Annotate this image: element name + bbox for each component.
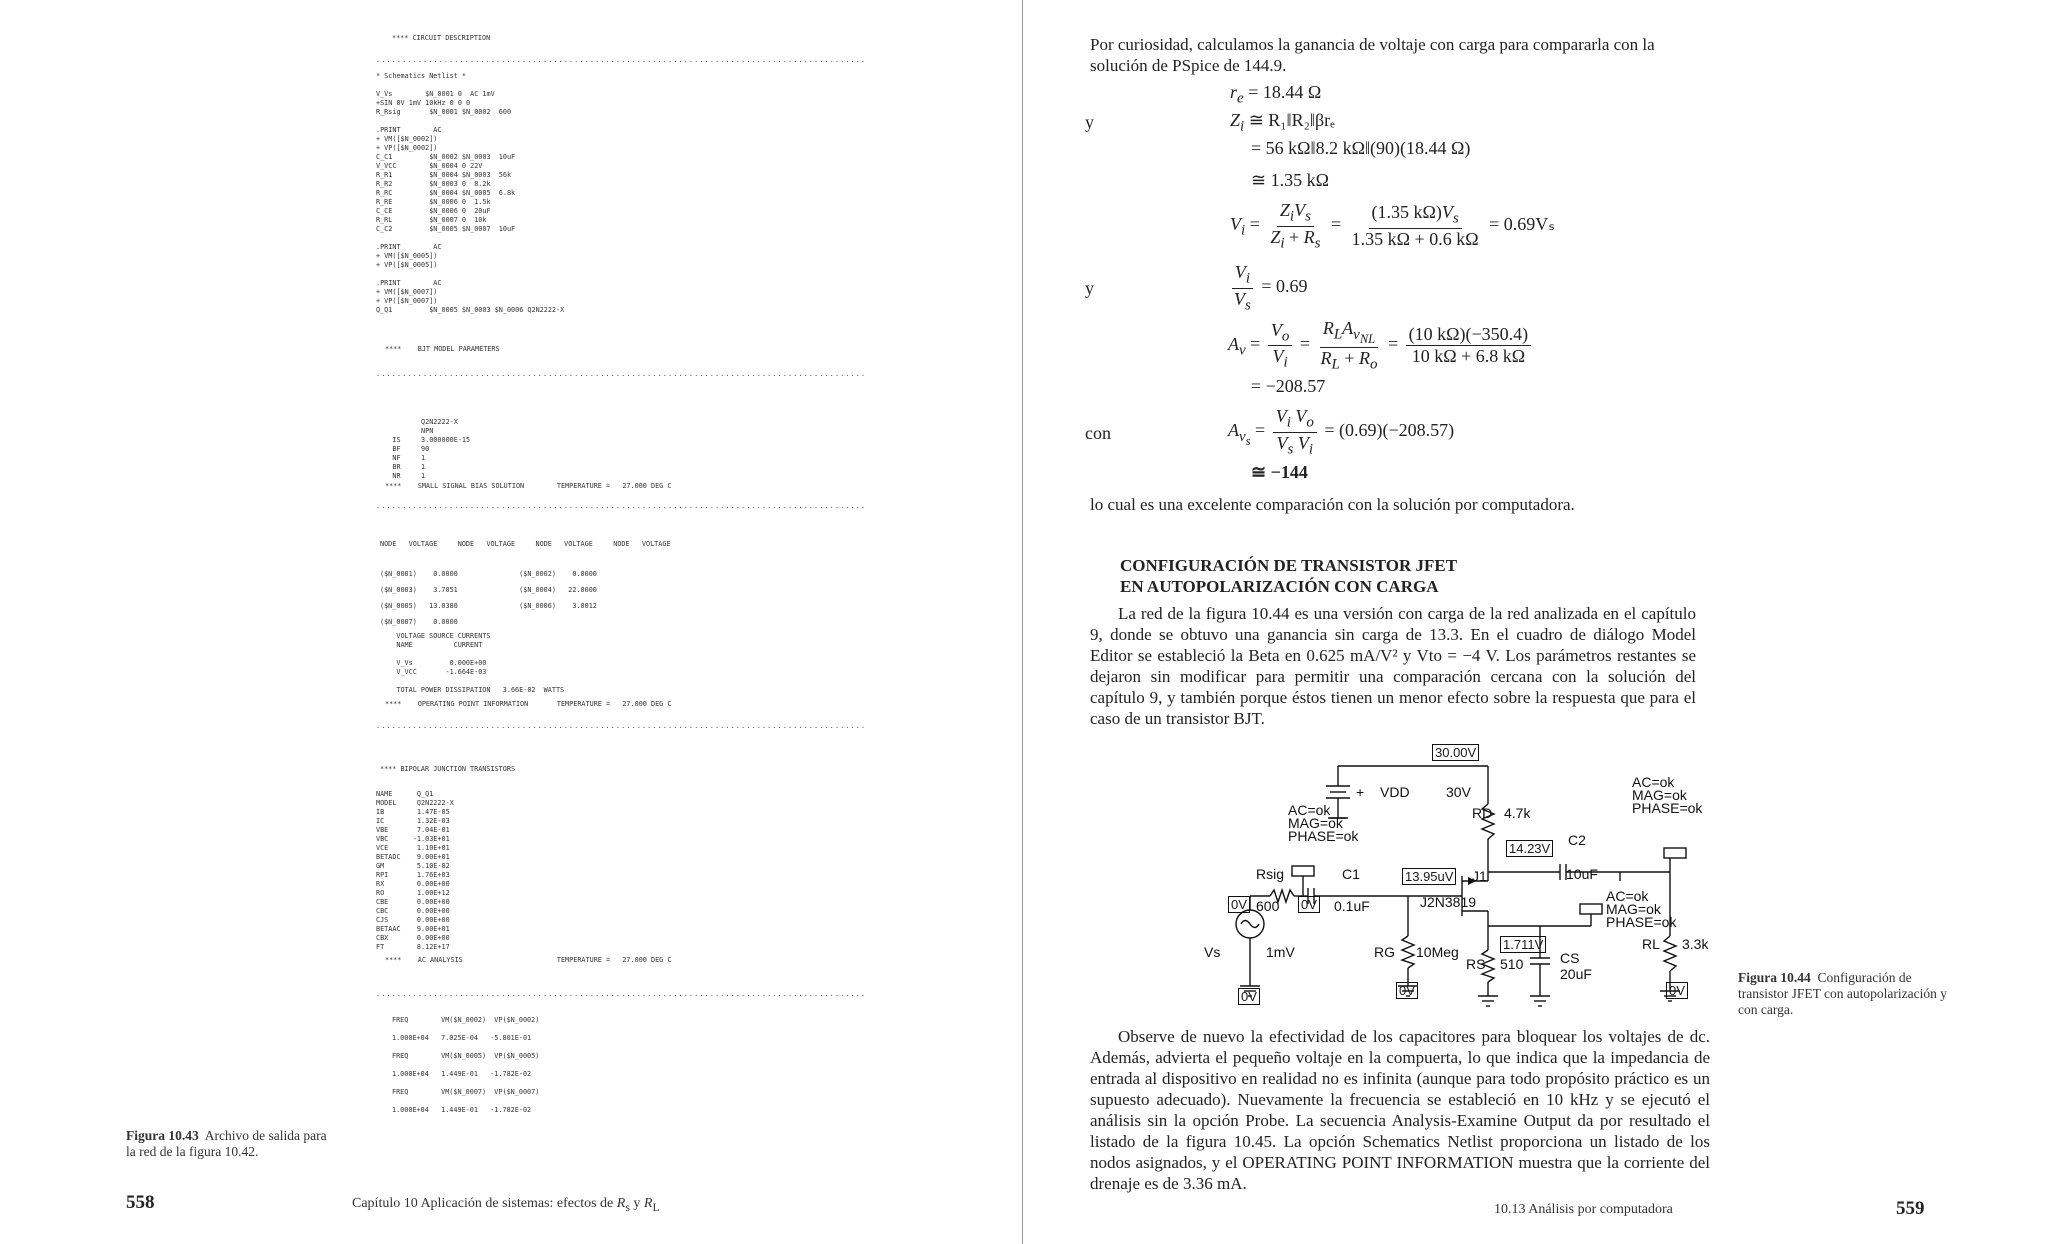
source-currents (380, 632, 564, 695)
model-line: IS 3.000000E-15 (376, 436, 471, 444)
model-header: **** BJT MODEL PARAMETERS (385, 345, 500, 353)
probe-label: MAG=ok (1606, 901, 1661, 917)
bias-table (380, 566, 597, 630)
source-line: TOTAL POWER DISSIPATION 3.66E-02 WATTS (380, 686, 565, 694)
netlist-line: V_VCC $N_0004 0 22V (376, 162, 483, 170)
probe-left-labels (1288, 804, 1358, 843)
probe-label: PHASE=ok (1632, 800, 1703, 816)
netlist-line (376, 270, 564, 279)
paragraph-2: Observe de nuevo la efectividad de los capacitores para bloquear los voltajes de dc. Además, advierta el pequeño voltaje en la compuerta, lo que indica que la impedancia de entrada al dispositivo en realidad no es infinita (aunque para todo propósito práctico es un supuesto adecuado). Nuevamente la frecuencia se estableció en 10 kHz y se ejecutó el análisis sin la opción Probe. La secuencia Analysis-Examine Output da por resultado el listado de la figura 10.45. La opción Schematics Netlist proporciona un listado de los nodos asignados, y el OPERATING POINT INFORMATION muestra que la corriente del drenaje es de 3.36 mA. (1090, 1027, 1710, 1193)
rs-value: 510 (1500, 956, 1524, 972)
netlist-line: Q_Q1 $N_0005 $N_0003 $N_0006 Q2N2222-X (376, 306, 565, 314)
model-line: Q2N2222-X (376, 418, 458, 426)
bias-line: ($N_0003) 3.7051 ($N_0004) 22.0000 (380, 586, 597, 594)
separator: ······························································································ (376, 992, 867, 1000)
j1-label: J1 (1472, 868, 1487, 884)
netlist-line: + VM([$N_0002]) (376, 135, 438, 143)
eq-label-y2: y (1085, 278, 1094, 298)
source-line: V_Vs 0.000E+00 (380, 659, 487, 667)
rd-label: RD (1472, 805, 1493, 821)
bias-line: ($N_0005) 13.0380 ($N_0006) 3.0012 (380, 602, 597, 610)
c2-value: 10uF (1566, 866, 1598, 882)
voltage-marker-vdd: 30.00V (1432, 744, 1479, 761)
ac-line (392, 1025, 539, 1034)
model-params-block (376, 418, 470, 481)
separator: ······························································································ (376, 724, 867, 732)
bias-line: ($N_0001) 0.0000 ($N_0002) 0.0000 (380, 570, 597, 578)
running-head-right: 10.13 Análisis por computadora (1494, 1202, 1673, 1217)
rd-value: 4.7k (1504, 805, 1531, 821)
model-line: NR 1 (376, 472, 426, 480)
netlist-line (376, 117, 564, 126)
vs-label: Vs (1204, 944, 1221, 960)
bjt-line: NAME Q_Q1 (376, 790, 434, 798)
netlist-line (376, 234, 564, 243)
netlist-line: R_Rsig $N_0001 $N_0002 600 (376, 108, 512, 116)
eq-zi-2: = 56 kΩ‖8.2 kΩ‖(90)(18.44 Ω) (1251, 138, 1471, 158)
bjt-line: RO 1.00E+12 (376, 889, 450, 897)
vdd-label: VDD (1380, 784, 1410, 800)
page-number-right: 559 (1896, 1198, 1925, 1219)
netlist-line: + VP([$N_0002]) (376, 144, 438, 152)
model-line: NPN (376, 427, 434, 435)
ac-header: **** AC ANALYSIS TEMPERATURE = 27.000 DEG C (385, 956, 672, 964)
rl-label: RL (1642, 936, 1660, 952)
voltage-marker-drain: 14.23V (1506, 840, 1553, 857)
bias-header: **** SMALL SIGNAL BIAS SOLUTION TEMPERATURE = 27.000 DEG C (385, 482, 672, 490)
figure-caption-right-text: Configuración de transistor JFET con autopolarización y con carga. (1738, 970, 1947, 1017)
netlist-line: C_CE $N_0006 0 20uF (376, 207, 491, 215)
bjt-line: IC 1.32E-03 (376, 817, 450, 825)
ac-analysis-block (392, 1016, 539, 1115)
separator: ······························································································ (376, 372, 867, 380)
figure-label-right: Figura 10.44 (1738, 970, 1811, 985)
ac-line: 1.000E+04 1.449E-01 -1.782E-02 (392, 1070, 532, 1078)
eq-final: ≅ −144 (1251, 462, 1308, 482)
page-number-left: 558 (126, 1192, 155, 1213)
netlist-header: **** CIRCUIT DESCRIPTION (392, 34, 491, 42)
voltage-marker-source: 1.711V (1500, 936, 1546, 953)
cs-label: CS (1560, 950, 1580, 966)
bjt-line: CBE 0.00E+00 (376, 898, 450, 906)
bjt-line: CJS 0.00E+00 (376, 916, 450, 924)
bjt-line: CBC 0.00E+00 (376, 907, 450, 915)
probe-label: PHASE=ok (1288, 828, 1359, 844)
netlist-line: .PRINT AC (376, 126, 442, 134)
op-header: **** OPERATING POINT INFORMATION TEMPERATURE = 27.000 DEG C (385, 700, 672, 708)
rsig-label: Rsig (1256, 866, 1285, 882)
bjt-line: MODEL Q2N2222-X (376, 799, 454, 807)
rl-value: 3.3k (1682, 936, 1709, 952)
section-title-line1: CONFIGURACIÓN DE TRANSISTOR JFET (1120, 556, 1458, 575)
eq-zi-3: ≅ 1.35 kΩ (1251, 170, 1329, 190)
bjt-header: **** BIPOLAR JUNCTION TRANSISTORS (380, 765, 516, 773)
netlist-line: + VP([$N_0007]) (376, 297, 438, 305)
netlist-line: R_RE $N_0006 0 1.5k (376, 198, 491, 206)
netlist-line: R_R2 $N_0003 0 8.2k (376, 180, 491, 188)
ac-line (392, 1097, 539, 1106)
paragraph-1: La red de la figura 10.44 es una versión con carga de la red analizada en el capítulo 9, donde se obtuvo una ganancia sin carga de 13.3. En el cuadro de diálogo Model Editor se estableció la Beta en 0.625 mA/V² y Vto = −4 V. Los parámetros restantes se dejaron sin modificar para permitir una comparación cercana con la solución del capítulo 9, y también porque éstos tienen un menor efecto sobre la respuesta que para el caso de un transistor BJT. (1090, 604, 1696, 728)
ac-line (392, 1061, 539, 1070)
c1-value: 0.1uF (1334, 898, 1370, 914)
probe-label: AC=ok (1288, 802, 1331, 818)
eq-re: $r_e = 18.44$ Ω (1230, 82, 1322, 107)
eq-label-con: con (1085, 423, 1111, 443)
rg-value: 10Meg (1416, 944, 1459, 960)
bias-line: ($N_0007) 0.0000 (380, 618, 458, 626)
probe-label: PHASE=ok (1606, 914, 1677, 930)
bjt-line: VCE 1.10E+01 (376, 844, 450, 852)
netlist-line: .PRINT AC (376, 243, 442, 251)
figure-caption (126, 1128, 336, 1160)
model-line: BR 1 (376, 463, 426, 471)
vdd-plus: + (1356, 784, 1365, 800)
source-line (380, 677, 564, 686)
bias-table-header: NODE VOLTAGE NODE VOLTAGE NODE VOLTAGE NODE VOLTAGE (380, 540, 671, 548)
rsig-value: 600 (1256, 898, 1280, 914)
probe-label: MAG=ok (1288, 815, 1343, 831)
ac-line: 1.000E+04 7.025E-04 -5.801E-01 (392, 1034, 532, 1042)
section-title-line2: EN AUTOPOLARIZACIÓN CON CARGA (1120, 577, 1439, 596)
bjt-line: GM 5.10E-02 (376, 862, 450, 870)
netlist-line: +SIN 0V 1mV 10kHz 0 0 0 (376, 99, 471, 107)
netlist-line: + VP([$N_0005]) (376, 261, 438, 269)
intro-paragraph: Por curiosidad, calculamos la ganancia de voltaje con carga para compararla con la solución de PSpice de 144.9. (1090, 35, 1655, 75)
eq-avs: $A_{v_s}$ = $\frac{V_i V_o}{V_s V_i}$ = (0.69)(−208.57) (1228, 406, 1455, 458)
model-line: BF 90 (376, 445, 430, 453)
running-head-left: Capítulo 10 Aplicación de sistemas: efectos de $R_s$ y $R_L$ (352, 1196, 660, 1214)
netlist-line (376, 81, 564, 90)
conclusion-text: lo cual es una excelente comparación con la solución por computadora. (1090, 495, 1575, 514)
probe-mid-labels (1606, 890, 1676, 929)
netlist-line: V_Vs $N_0001 0 AC 1mV (376, 90, 495, 98)
netlist-line: R_RC $N_0004 $N_0005 6.8k (376, 189, 516, 197)
ac-line: 1.000E+04 1.449E-01 -1.782E-02 (392, 1106, 532, 1114)
ac-line (392, 1043, 539, 1052)
bjt-line: FT 8.12E+17 (376, 943, 450, 951)
netlist-line: C_C1 $N_0002 $N_0003 10uF (376, 153, 516, 161)
separator: ······························································································ (376, 504, 867, 512)
figure-caption-text: Archivo de salida para la red de la figura 10.42. (126, 1128, 327, 1159)
rs-label: RS (1466, 956, 1486, 972)
vs-value: 1mV (1266, 944, 1295, 960)
netlist-line: + VM([$N_0005]) (376, 252, 438, 260)
probe-label: AC=ok (1606, 888, 1649, 904)
bjt-line: RX 0.00E+00 (376, 880, 450, 888)
vdd-value: 30V (1446, 784, 1471, 800)
voltage-marker-c1: 0V (1298, 896, 1320, 913)
bjt-line: IB 1.47E-05 (376, 808, 450, 816)
bjt-line: VBC -1.03E+01 (376, 835, 450, 843)
ac-line (392, 1079, 539, 1088)
ac-line: FREQ VM($N_0005) VP($N_0005) (392, 1052, 540, 1060)
netlist-line: R_R1 $N_0004 $N_0003 56k (376, 171, 512, 179)
model-line: NF 1 (376, 454, 426, 462)
bjt-params-block (376, 790, 454, 952)
bjt-line: RPI 1.76E+03 (376, 871, 450, 879)
netlist-line: R_RL $N_0007 0 10k (376, 216, 487, 224)
figure-caption-right (1738, 970, 1948, 1018)
voltage-marker-gnd3: 0V (1666, 982, 1688, 999)
ac-line: FREQ VM($N_0002) VP($N_0002) (392, 1016, 540, 1024)
c2-label: C2 (1568, 832, 1586, 848)
eq-av: $A_v$ = $\frac{V_o}{V_i}$ = $\frac{R_LA_{v_{NL}}}{R_L + R_o}$ = $\frac{(10 k\Omega)(-350.4)}{10 k\Omega + 6.8 k\Omega}$ (1228, 318, 1534, 373)
bjt-line: BETADC 9.00E+01 (376, 853, 450, 861)
source-line (380, 650, 564, 659)
bjt-line: CBX 0.00E+00 (376, 934, 450, 942)
source-line: VOLTAGE SOURCE CURRENTS (380, 632, 491, 640)
rg-label: RG (1374, 944, 1395, 960)
eq-vi: $V_i$ = $\frac{Z_iV_s}{Z_i + R_s}$ = $\frac{(1.35 k\Omega)V_s}{1.35 k\Omega + 0.6 k\Omega}$ = 0.69Vₛ (1230, 200, 1555, 252)
voltage-marker-gnd1: 0V (1238, 988, 1260, 1005)
source-line: NAME CURRENT (380, 641, 483, 649)
separator: ······························································································ (376, 58, 867, 66)
probe-right-labels (1632, 776, 1702, 815)
eq-ratio: $\frac{V_i}{V_s}$ = 0.69 (1228, 262, 1308, 314)
page-gutter (1022, 0, 1023, 1244)
figure-label: Figura 10.43 (126, 1128, 199, 1143)
j1-model: J2N3819 (1420, 894, 1477, 910)
bjt-line: VBE 7.04E-01 (376, 826, 450, 834)
netlist-line: * Schematics Netlist * (376, 72, 467, 80)
voltage-marker-gate: 13.95uV (1402, 868, 1456, 885)
bjt-line: BETAAC 9.00E+01 (376, 925, 450, 933)
netlist-line: .PRINT AC (376, 279, 442, 287)
cs-value: 20uF (1560, 966, 1592, 982)
source-line: V_VCC -1.664E-03 (380, 668, 487, 676)
probe-label: MAG=ok (1632, 787, 1687, 803)
probe-label: AC=ok (1632, 774, 1675, 790)
c1-label: C1 (1342, 866, 1360, 882)
eq-av-result: = −208.57 (1251, 376, 1326, 396)
eq-label-y: y (1085, 112, 1094, 132)
netlist-line: + VM([$N_0007]) (376, 288, 438, 296)
voltage-marker-gnd2: 0V (1396, 982, 1418, 999)
netlist-block (376, 72, 564, 315)
ac-line: FREQ VM($N_0007) VP($N_0007) (392, 1088, 540, 1096)
eq-zi: $Z_i$ ≅ R₁‖R₂‖βrₑ (1230, 110, 1335, 135)
voltage-marker-source-in: 0V (1228, 896, 1250, 913)
netlist-line: C_C2 $N_0005 $N_0007 10uF (376, 225, 516, 233)
